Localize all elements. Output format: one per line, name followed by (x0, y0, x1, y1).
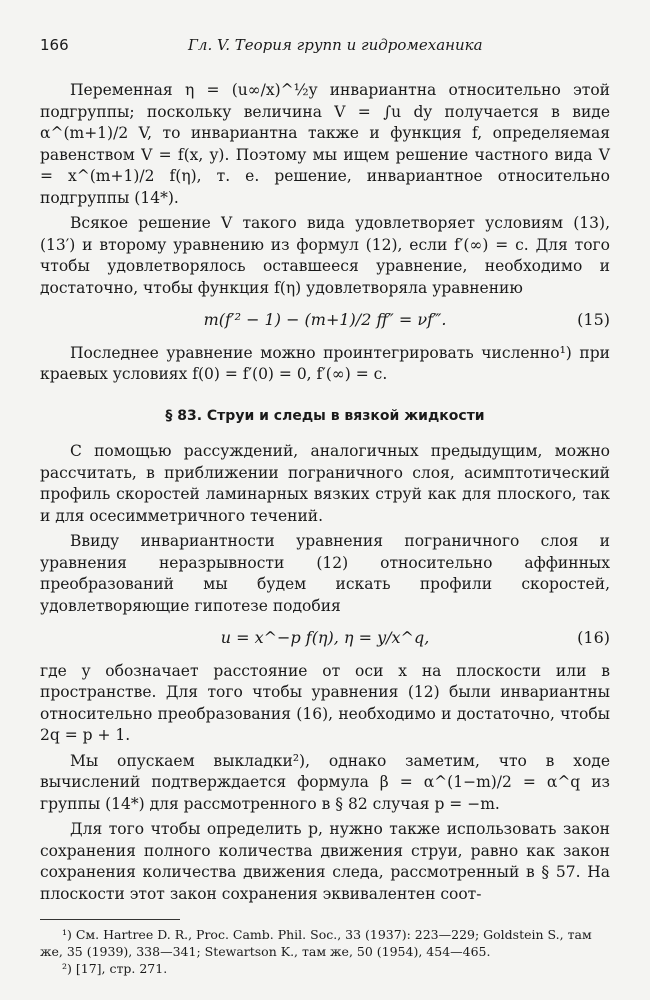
paragraph: Последнее уравнение можно проинтегрировать численно¹) при краевых условиях f(0) = f′(0) = 0, f′(∞) = c. (40, 343, 610, 383)
equation-15-body: m(f′² − 1) − (m+1)/2 ff″ = νf‴. (203, 310, 447, 329)
page-header (40, 36, 610, 60)
paragraph: Ввиду инвариантности уравнения пограничного слоя и уравнения неразрывности (12) относительно аффинных преобразований мы будем искать профили скоростей, удовлетворяющие гипотезе подобия (40, 532, 610, 615)
paragraph: Всякое решение V такого вида удовлетворяет условиям (13), (13′) и второму уравнению из формул (12), если f′(∞) = c. Для того чтобы удовлетворялось оставшееся уравнение, необходимо и достаточно, чтобы функция f(η) удовлетворяла уравнению (40, 214, 610, 297)
page-body (40, 80, 610, 977)
footnote-2: ²) [17], стр. 271. (62, 961, 168, 976)
equation-16 (40, 627, 610, 649)
paragraph: Переменная η = (u∞/x)^½y инвариантна относительно этой подгруппы; поскольку величина V = ∫u dy получается в виде α^(m+1)/2 V, то инвариантна также и функция f, определяемая равенством V = f(x, y). Поэтому мы ищем решение частного вида V = x^(m+1)/2 f(η), т. е. решение, инвариантное относительно подгруппы (14*). (40, 81, 610, 207)
equation-16-body: u = x^−p f(η), η = y/x^q, (220, 628, 430, 647)
footnote-1: ¹) См. Hartree D. R., Proc. Camb. Phil. Soc., 33 (1937): 223—229; Goldstein S., там же, 35 (1939), 338—341; Stewartson K., там же, 50 (1954), 454—465. (40, 927, 592, 959)
footnote-divider (40, 919, 180, 920)
page-number: 166 (40, 36, 69, 54)
equation-15 (40, 309, 610, 331)
running-title: Гл. V. Теория групп и гидромеханика (188, 36, 483, 54)
equation-16-number: (16) (577, 628, 610, 647)
paragraph: Мы опускаем выкладки²), однако заметим, что в ходе вычислений подтверждается формула β = α^(1−m)/2 = α^q из группы (14*) для рассмотренного в § 82 случая p = −m. (40, 751, 610, 813)
equation-15-number: (15) (577, 310, 610, 329)
footnotes (40, 926, 610, 977)
paragraph: С помощью рассуждений, аналогичных предыдущим, можно рассчитать, в приближении пограничного слоя, асимптотический профиль скоростей ламинарных вязких струй как для плоского, так и для осесимметричного течений. (40, 442, 610, 525)
paragraph: где y обозначает расстояние от оси x на плоскости или в пространстве. Для того чтобы уравнения (12) были инвариантны относительно преобразования (16), необходимо и достаточно, чтобы 2q = p + 1. (40, 661, 610, 744)
paragraph: Для того чтобы определить p, нужно также использовать закон сохранения полного количества движения струи, равно как закон сохранения количества движения следа, рассмотренный в § 57. На плоскости этот закон сохранения эквивалентен соот- (40, 820, 610, 903)
section-heading: § 83. Струи и следы в вязкой жидкости (165, 407, 485, 424)
